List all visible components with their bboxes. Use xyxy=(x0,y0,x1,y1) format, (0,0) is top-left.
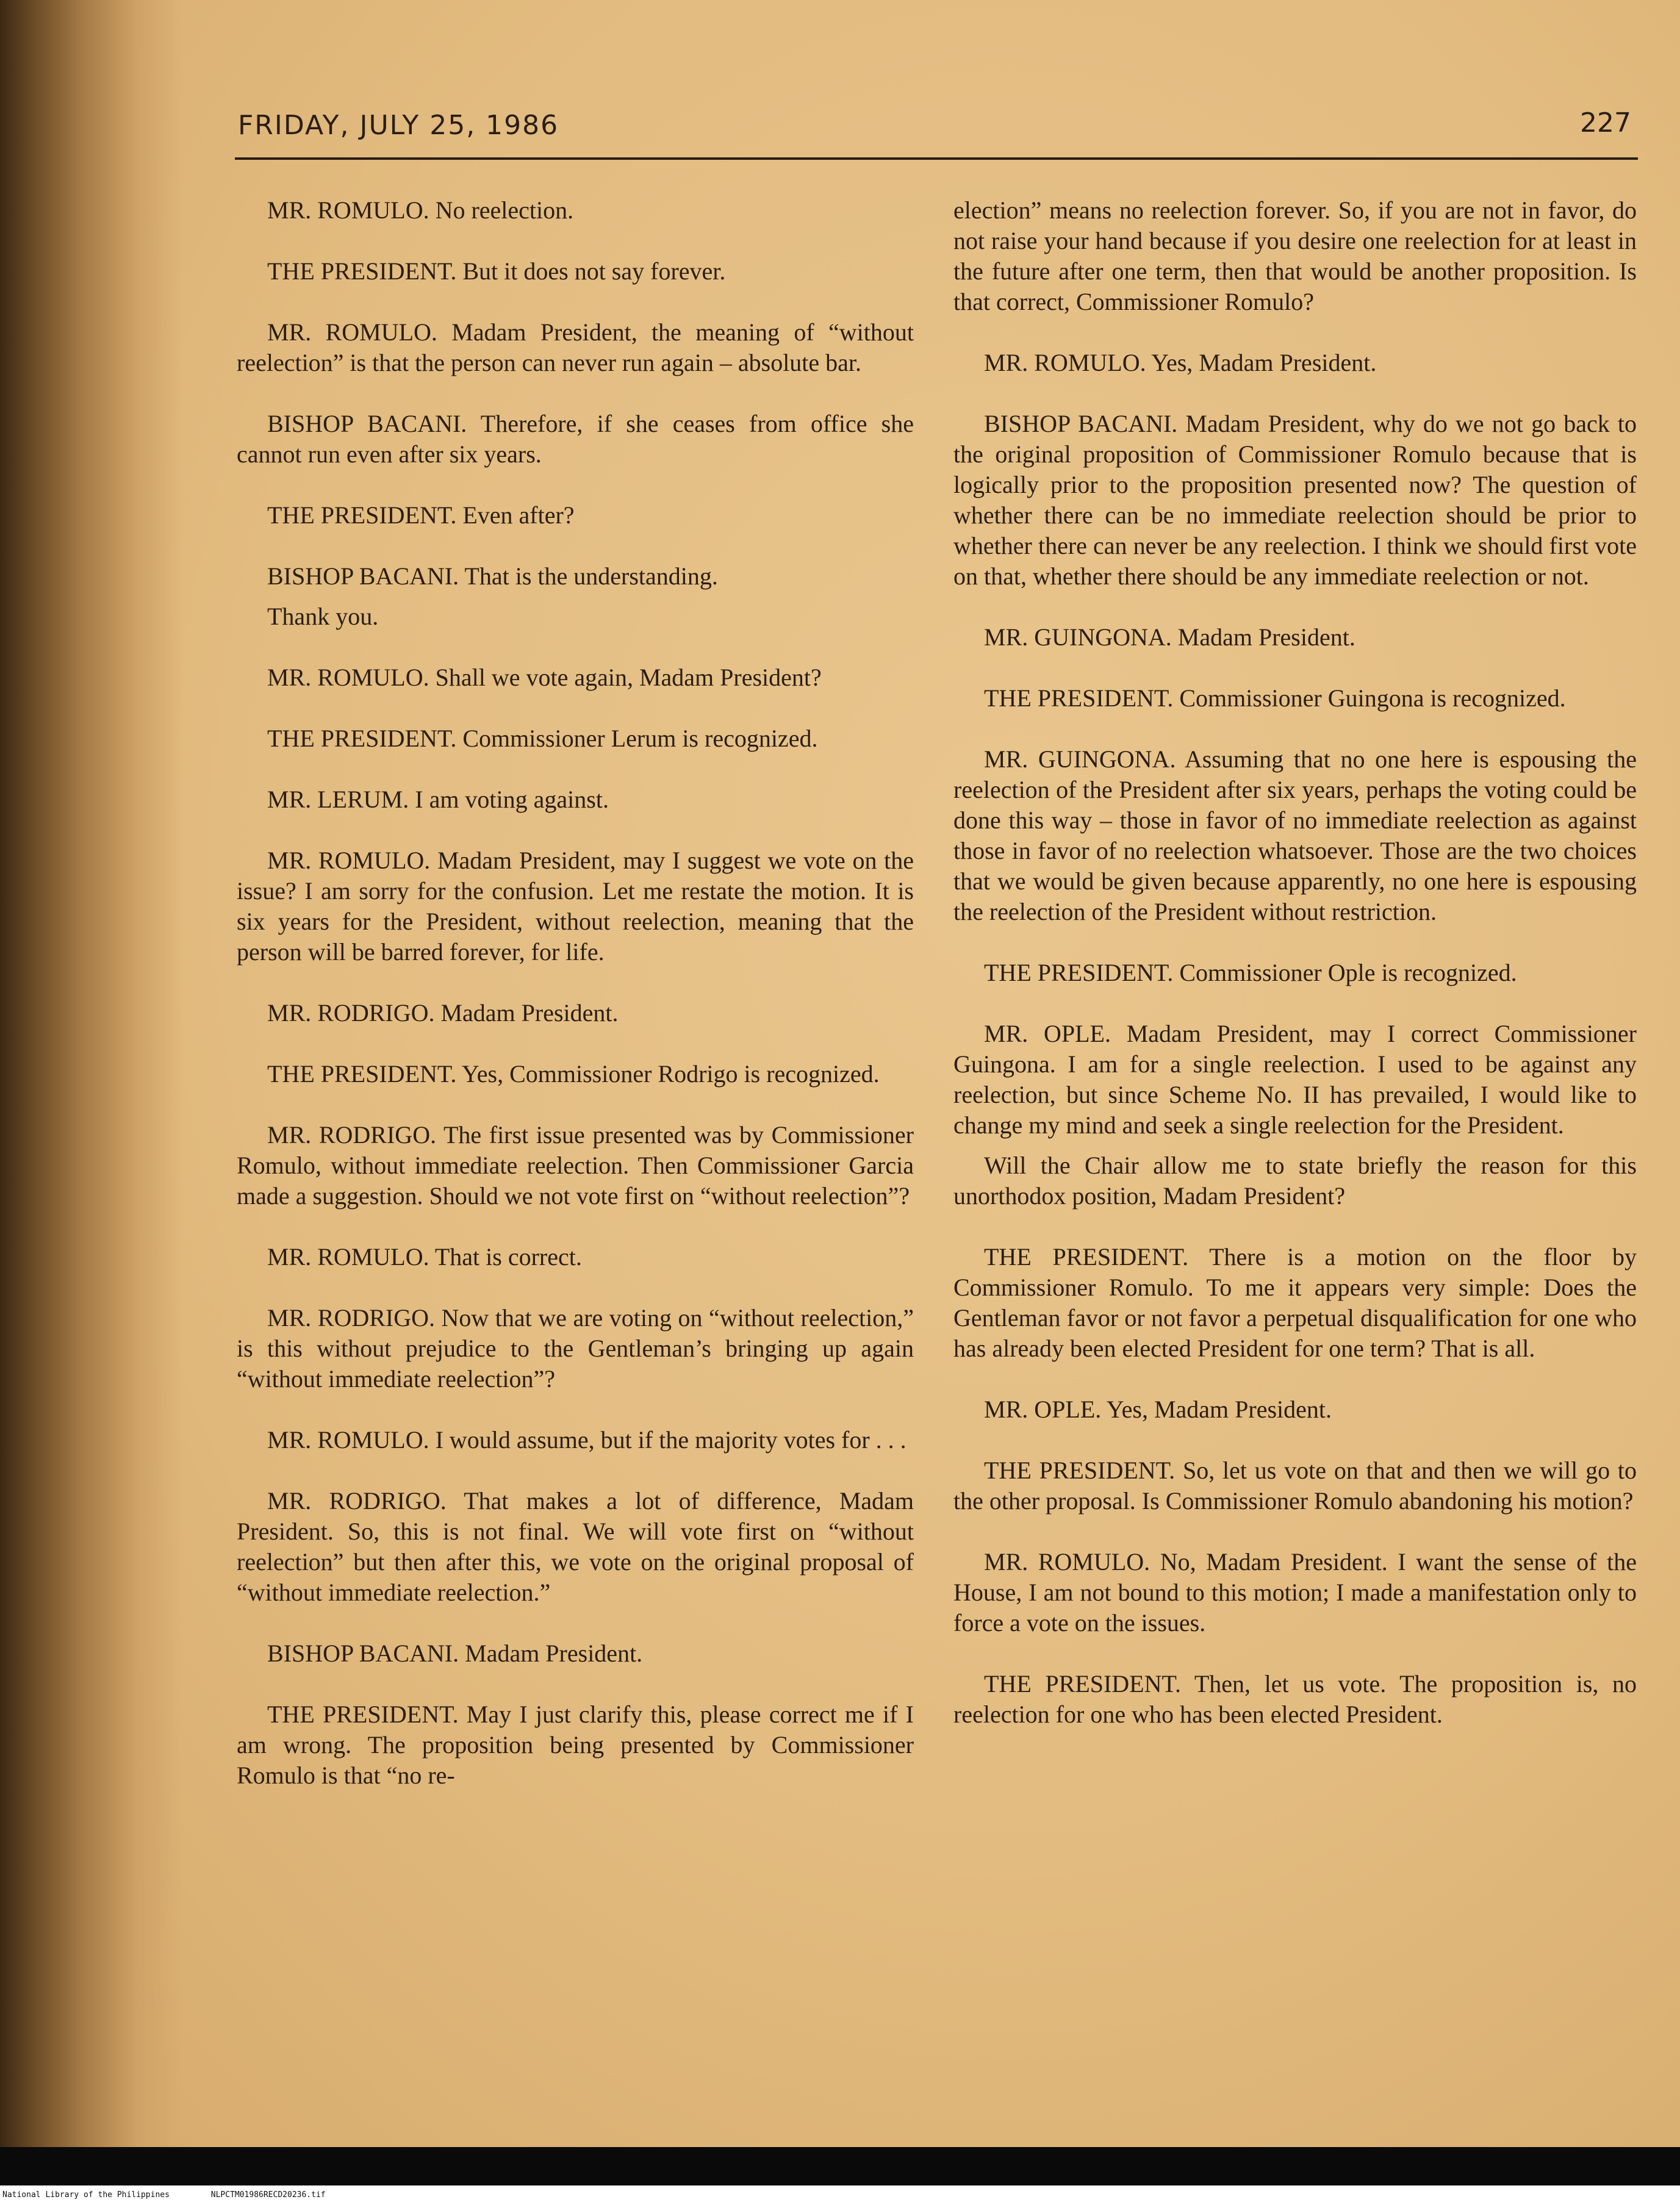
paragraph: MR. RODRIGO. The first issue presented was by Commissioner Romulo, without immediate reelection. Then Commissioner Garcia made a suggestion. Should we not vote first on “without reelection”? xyxy=(237,1121,914,1210)
paragraph: MR. LERUM. I am voting against. xyxy=(267,786,609,813)
paragraph: BISHOP BACANI. Madam President, why do we not go back to the original proposition of Commissioner Romulo because that is logically prior to the proposition presented now? The question of whether there can be no immediate reelection should be prior to whether there can never be any reelection. I think we should first vote on that, whether there should be any immediate reelection or not. xyxy=(953,410,1637,590)
paragraph: MR. RODRIGO. Madam President. xyxy=(267,999,619,1027)
paragraph: THE PRESIDENT. Commissioner Guingona is recognized. xyxy=(984,684,1566,712)
paragraph: election” means no reelection forever. So, if you are not in favor, do not raise your hand because if you desire one reelection for at least in the future after one term, then that would be another proposition. Is that correct, Commissioner Romulo? xyxy=(953,196,1637,315)
paragraph: MR. OPLE. Yes, Madam President. xyxy=(984,1396,1332,1423)
paragraph: MR. ROMULO. No reelection. xyxy=(267,196,574,224)
footer-file-id: NLPCTM01986RECD20236.tif xyxy=(210,2190,326,2200)
paragraph: MR. ROMULO. No, Madam President. I want the sense of the House, I am not bound to this motion; I made a manifestation only to force a vote on the issues. xyxy=(953,1548,1637,1637)
paragraph: Will the Chair allow me to state briefly the reason for this unorthodox position, Madam President? xyxy=(953,1152,1637,1210)
paragraph: THE PRESIDENT. Commissioner Lerum is recognized. xyxy=(267,725,818,752)
paragraph: THE PRESIDENT. So, let us vote on that and then we will go to the other proposal. Is Commissioner Romulo abandoning his motion? xyxy=(953,1457,1637,1515)
paragraph: THE PRESIDENT. Yes, Commissioner Rodrigo is recognized. xyxy=(267,1060,880,1088)
paragraph: MR. ROMULO. Madam President, may I suggest we vote on the issue? I am sorry for the confusion. Let me restate the motion. It is six years for the President, without reelection, meaning that the person will be barred forever, for life. xyxy=(237,847,914,966)
paragraph: Thank you. xyxy=(267,603,379,630)
paragraph: THE PRESIDENT. May I just clarify this, please correct me if I am wrong. The proposition being presented by Commissioner Romulo is that “no re- xyxy=(237,1701,914,1789)
header-rule xyxy=(235,157,1638,160)
paragraph: THE PRESIDENT. Even after? xyxy=(267,501,575,529)
paragraph: MR. GUINGONA. Assuming that no one here is espousing the reelection of the President after six years, perhaps the voting could be done this way – those in favor of no immediate reelection as against those in favor of no reelection whatsoever. Those are the two choices that we would be given because apparently, no one here is espousing the reelection of the President without restriction. xyxy=(953,745,1637,925)
right-column xyxy=(953,195,1637,1760)
paragraph: BISHOP BACANI. Therefore, if she ceases from office she cannot run even after six years. xyxy=(237,410,914,468)
footer-library: National Library of the Philippines xyxy=(2,2190,170,2200)
paragraph: THE PRESIDENT. There is a motion on the floor by Commissioner Romulo. To me it appears very simple: Does the Gentleman favor or not favor a perpetual disqualification for one who has already been elected President for one term? That is all. xyxy=(953,1243,1637,1362)
paragraph: MR. ROMULO. That is correct. xyxy=(267,1243,582,1271)
left-column xyxy=(237,195,914,1821)
header-date: FRIDAY, JULY 25, 1986 xyxy=(238,110,559,141)
paragraph: MR. OPLE. Madam President, may I correct Commissioner Guingona. I am for a single reelection. I used to be against any reelection, but since Scheme No. II has prevailed, I would like to change my mind and seek a single reelection for the President. xyxy=(953,1020,1637,1139)
paragraph: THE PRESIDENT. Commissioner Ople is recognized. xyxy=(984,959,1517,986)
paragraph: BISHOP BACANI. That is the understanding. xyxy=(267,562,718,590)
scan-footer xyxy=(0,2185,1680,2205)
paragraph: THE PRESIDENT. Then, let us vote. The proposition is, no reelection for one who has been elected President. xyxy=(953,1670,1637,1728)
paragraph: MR. RODRIGO. That makes a lot of difference, Madam President. So, this is not final. We will vote first on “without reelection” but then after this, we vote on the original proposal of “without immediate reelection.” xyxy=(237,1487,914,1606)
paragraph: MR. ROMULO. Shall we vote again, Madam President? xyxy=(267,664,822,691)
paragraph: MR. ROMULO. Madam President, the meaning of “without reelection” is that the person can never run again – absolute bar. xyxy=(237,318,914,376)
paragraph: MR. ROMULO. Yes, Madam President. xyxy=(984,349,1377,376)
paragraph: MR. GUINGONA. Madam President. xyxy=(984,623,1355,651)
page-number: 227 xyxy=(1580,107,1631,138)
paragraph: BISHOP BACANI. Madam President. xyxy=(267,1640,643,1667)
paragraph: MR. RODRIGO. Now that we are voting on “without reelection,” is this without prejudice to the Gentleman’s bringing up again “without immediate reelection”? xyxy=(237,1304,914,1393)
paragraph: MR. ROMULO. I would assume, but if the majority votes for . . . xyxy=(267,1426,906,1454)
paragraph: THE PRESIDENT. But it does not say forever. xyxy=(267,257,726,285)
book-gutter-shadow xyxy=(0,0,183,2147)
